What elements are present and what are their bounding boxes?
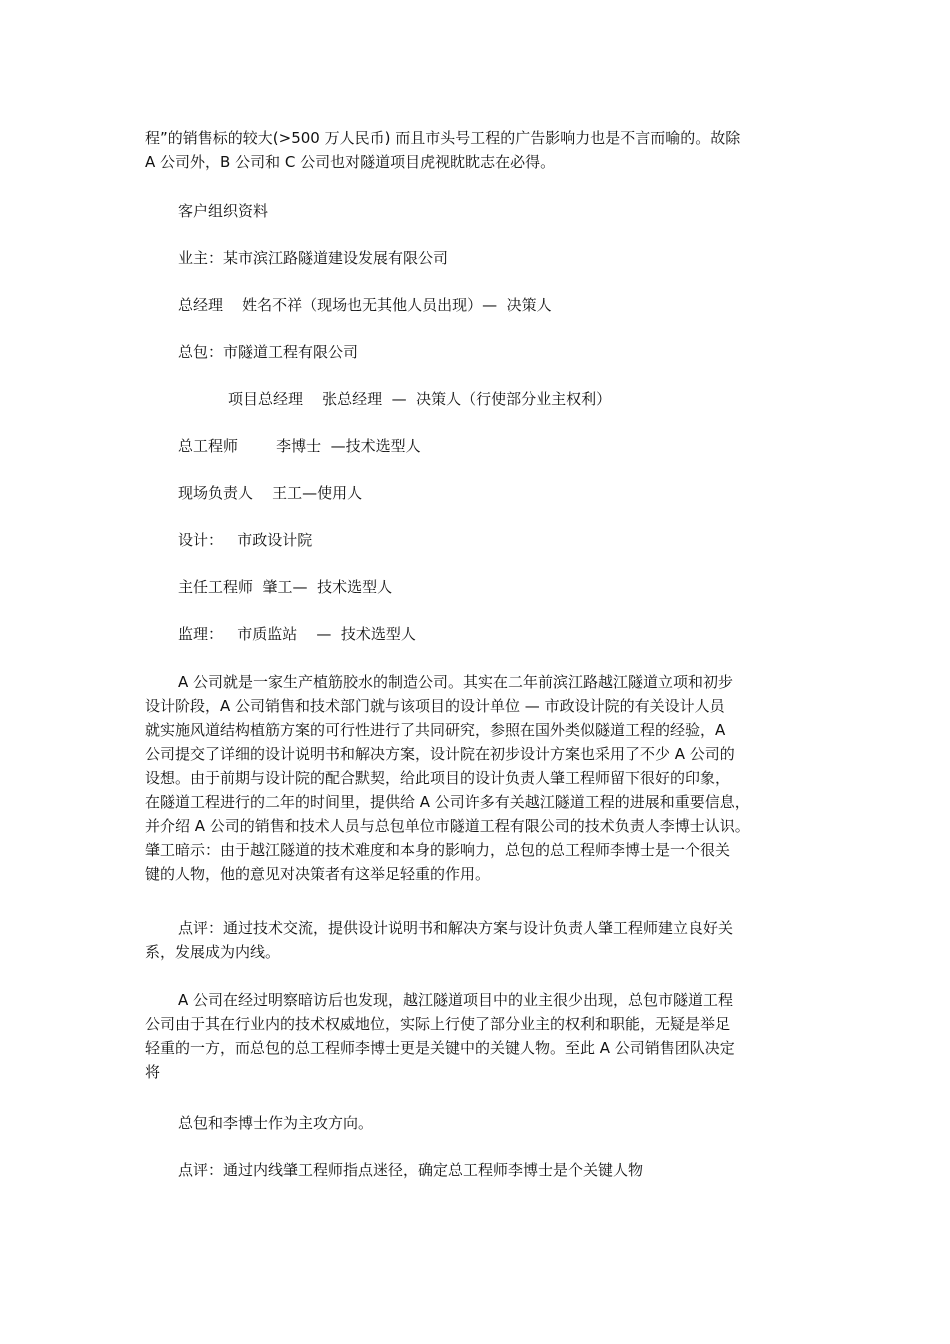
text-line: 公司提交了详细的设计说明书和解决方案，设计院在初步设计方案也采用了不少 A 公司的 <box>145 745 735 763</box>
text-line: 设想。由于前期与设计院的配合默契，给此项目的设计负责人肇工程师留下很好的印象， <box>145 769 731 787</box>
text-line: 系，发展成为内线。 <box>145 943 281 961</box>
text-line: A 公司就是一家生产植筋胶水的制造公司。其实在二年前滨江路越江隧道立项和初步 <box>178 673 734 691</box>
org-project-manager-line: 项目总经理 张总经理 — 决策人（行使部分业主权利） <box>228 390 612 408</box>
text-line: 并介绍 A 公司的销售和技术人员与总包单位市隧道工程有限公司的技术负责人李博士认识。 <box>145 817 750 835</box>
text-line: 公司由于其在行业内的技术权威地位，实际上行使了部分业主的权利和职能，无疑是举足 <box>145 1015 731 1033</box>
text-line: 点评：通过技术交流，提供设计说明书和解决方案与设计负责人肇工程师建立良好关 <box>178 919 734 937</box>
text-line: A 公司外，B 公司和 C 公司也对隧道项目虎视眈眈志在必得。 <box>145 153 556 171</box>
comment-paragraph-2: 点评：通过内线肇工程师指点迷径，确定总工程师李博士是个关键人物 <box>178 1161 644 1179</box>
text-line: 键的人物，他的意见对决策者有这举足轻重的作用。 <box>145 865 491 883</box>
text-line: 程”的销售标的较大(>500 万人民币) 而且市头号工程的广告影响力也是不言而喻的。故除 <box>145 129 741 147</box>
org-supervision-line: 监理： 市质监站 — 技术选型人 <box>178 625 416 643</box>
text-line: 设计阶段，A 公司销售和技术部门就与该项目的设计单位 — 市政设计院的有关设计人员 <box>145 697 725 715</box>
direction-line: 总包和李博士作为主攻方向。 <box>178 1114 374 1132</box>
text-line: 轻重的一方，而总包的总工程师李博士更是关键中的关键人物。至此 A 公司销售团队决定 <box>145 1039 735 1057</box>
org-owner-line: 业主：某市滨江路隧道建设发展有限公司 <box>178 249 449 267</box>
company-paragraph <box>145 670 815 886</box>
text-line: 在隧道工程进行的二年的时间里，提供给 A 公司许多有关越江隧道工程的进展和重要信息， <box>145 793 750 811</box>
text-line: 肇工暗示：由于越江隧道的技术难度和本身的影响力，总包的总工程师李博士是一个很关 <box>145 841 731 859</box>
text-line: 就实施风道结构植筋方案的可行性进行了共同研究，参照在国外类似隧道工程的经验，A <box>145 721 726 739</box>
org-general-manager-line: 总经理 姓名不祥（现场也无其他人员出现）— 决策人 <box>178 296 552 314</box>
org-general-contractor-line: 总包：市隧道工程有限公司 <box>178 343 359 361</box>
org-section-heading: 客户组织资料 <box>178 202 269 220</box>
org-design-line: 设计： 市政设计院 <box>178 531 313 549</box>
text-line: A 公司在经过明察暗访后也发现，越江隧道项目中的业主很少出现，总包市隧道工程 <box>178 991 734 1009</box>
org-chief-engineer-line: 总工程师 李博士 —技术选型人 <box>178 437 421 455</box>
comment-paragraph-1 <box>145 916 815 964</box>
org-site-lead-line: 现场负责人 王工—使用人 <box>178 484 363 502</box>
org-design-engineer-line: 主任工程师 肇工— 技术选型人 <box>178 578 393 596</box>
investigation-paragraph <box>145 988 815 1084</box>
intro-paragraph <box>145 126 815 174</box>
text-line: 将 <box>145 1063 161 1081</box>
